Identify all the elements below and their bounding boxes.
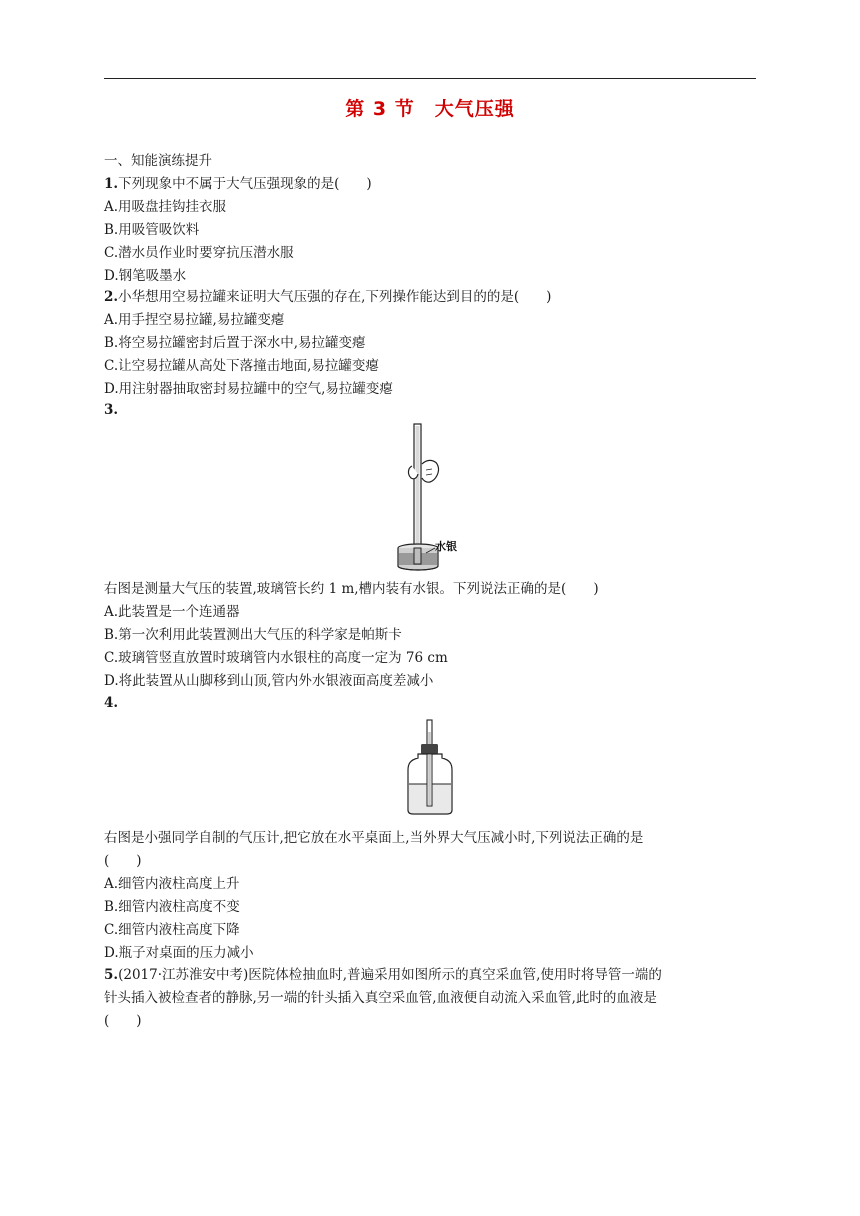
question-5 [104, 966, 662, 984]
question-1 [104, 175, 372, 193]
question-5-stem-line-3: ( ) [104, 1013, 142, 1029]
header-rule [104, 78, 756, 79]
question-number: 2. [104, 289, 119, 305]
question-number: 4. [104, 695, 119, 711]
option-4b: B.细管内液柱高度不变 [104, 899, 240, 915]
option-2b: B.将空易拉罐密封后置于深水中,易拉罐变瘪 [104, 335, 366, 351]
question-number: 5. [104, 967, 119, 983]
option-2c: C.让空易拉罐从高处下落撞击地面,易拉罐变瘪 [104, 358, 379, 374]
question-5-stem-line-2: 针头插入被检查者的静脉,另一端的针头插入真空采血管,血液便自动流入采血管,此时的血液是 [104, 990, 657, 1006]
question-2 [104, 288, 551, 306]
question-stem: 下列现象中不属于大气压强现象的是( ) [118, 176, 372, 192]
option-4a: A.细管内液柱高度上升 [104, 876, 240, 892]
option-3d: D.将此装置从山脚移到山顶,管内外水银液面高度差减小 [104, 673, 434, 689]
question-stem-line-1: (2017·江苏淮安中考)医院体检抽血时,普遍采用如图所示的真空采血管,使用时将导管一端的 [118, 967, 662, 983]
option-3c: C.玻璃管竖直放置时玻璃管内水银柱的高度一定为 76 cm [104, 650, 448, 666]
option-2d: D.用注射器抽取密封易拉罐中的空气,易拉罐变瘪 [104, 381, 393, 397]
question-number: 1. [104, 176, 119, 192]
option-4c: C.细管内液柱高度下降 [104, 922, 240, 938]
option-3a: A.此装置是一个连通器 [104, 604, 240, 620]
option-1a: A.用吸盘挂钩挂衣服 [104, 199, 227, 215]
question-3-number [104, 401, 118, 419]
question-number: 3. [104, 402, 119, 418]
homemade-barometer-figure [400, 718, 460, 818]
torricelli-apparatus-figure [392, 420, 472, 576]
question-stem: 小华想用空易拉罐来证明大气压强的存在,下列操作能达到目的的是( ) [118, 289, 552, 305]
option-4d: D.瓶子对桌面的压力减小 [104, 945, 254, 961]
page-title: 第 3 节 大气压强 [345, 98, 515, 120]
figure-label-mercury: 水银 [435, 540, 457, 553]
question-4-number [104, 694, 118, 712]
question-4-stem-line-2: ( ) [104, 853, 142, 869]
option-1c: C.潜水员作业时要穿抗压潜水服 [104, 245, 294, 261]
option-3b: B.第一次利用此装置测出大气压的科学家是帕斯卡 [104, 627, 402, 643]
option-1d: D.钢笔吸墨水 [104, 268, 187, 284]
question-4-stem-line-1: 右图是小强同学自制的气压计,把它放在水平桌面上,当外界大气压减小时,下列说法正确的是 [104, 830, 644, 846]
option-1b: B.用吸管吸饮料 [104, 222, 200, 238]
section-heading: 一、知能演练提升 [104, 153, 212, 169]
option-2a: A.用手捏空易拉罐,易拉罐变瘪 [104, 312, 285, 328]
question-3-stem: 右图是测量大气压的装置,玻璃管长约 1 m,槽内装有水银。下列说法正确的是( ) [104, 581, 599, 597]
